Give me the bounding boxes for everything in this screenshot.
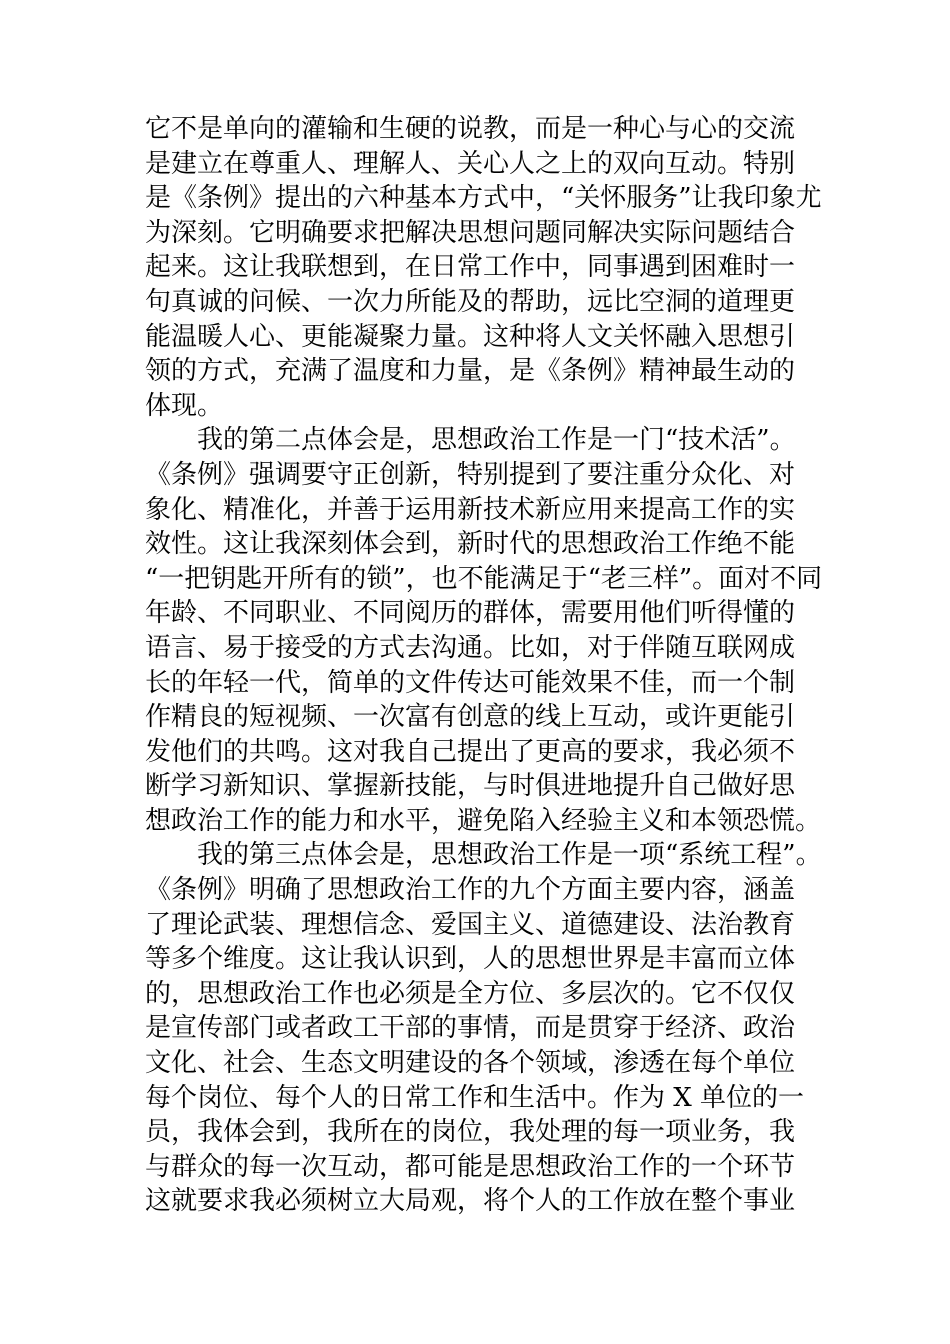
text-line: 语言、易于接受的方式去沟通。比如，对于伴随互联网成 xyxy=(145,632,796,663)
text-line: 《条例》强调要守正创新，特别提到了要注重分众化、对 xyxy=(145,459,796,490)
text-line: 能温暖人心、更能凝聚力量。这种将人文关怀融入思想引 xyxy=(145,321,796,352)
text-line: 体现。 xyxy=(145,390,224,421)
text-line: 是建立在尊重人、理解人、关心人之上的双向互动。特别 xyxy=(145,148,796,179)
text-line: 象化、精准化，并善于运用新技术新应用来提高工作的实 xyxy=(145,494,796,525)
text-line: 长的年轻一代，简单的文件传达可能效果不佳，而一个制 xyxy=(145,667,796,698)
text-line: 了理论武装、理想信念、爱国主义、道德建设、法治教育 xyxy=(145,909,796,940)
paragraph-first-line: 我的第三点体会是，思想政治工作是一项“系统工程”。 xyxy=(197,840,822,871)
text-line: 句真诚的问候、一次力所能及的帮助，远比空洞的道理更 xyxy=(145,286,796,317)
text-line: 起来。这让我联想到，在日常工作中，同事遇到困难时一 xyxy=(145,252,796,283)
text-line: 它不是单向的灌输和生硬的说教，而是一种心与心的交流 xyxy=(145,114,796,144)
text-line: 文化、社会、生态文明建设的各个领域，渗透在每个单位 xyxy=(145,1048,796,1079)
text-line: 是《条例》提出的六种基本方式中，“关怀服务”让我印象尤 xyxy=(145,183,822,214)
text-line: 与群众的每一次互动，都可能是思想政治工作的一个环节 xyxy=(145,1151,796,1182)
text-line: 断学习新知识、掌握新技能，与时俱进地提升自己做好思 xyxy=(145,771,796,802)
text-line: 这就要求我必须树立大局观，将个人的工作放在整个事业 xyxy=(145,1186,796,1217)
text-line: 领的方式，充满了温度和力量，是《条例》精神最生动的 xyxy=(145,356,796,387)
text-line: 的，思想政治工作也必须是全方位、多层次的。它不仅仅 xyxy=(145,978,796,1009)
text-line: 发他们的共鸣。这对我自己提出了更高的要求，我必须不 xyxy=(145,736,796,767)
text-line: 想政治工作的能力和水平，避免陷入经验主义和本领恐慌。 xyxy=(145,805,822,836)
body-text xyxy=(145,112,823,1219)
text-line: 年龄、不同职业、不同阅历的群体，需要用他们听得懂的 xyxy=(145,598,796,629)
text-line: 《条例》明确了思想政治工作的九个方面主要内容，涵盖 xyxy=(145,875,796,906)
paragraph-first-line: 我的第二点体会是，思想政治工作是一门“技术活”。 xyxy=(197,425,796,456)
text-line: 效性。这让我深刻体会到，新时代的思想政治工作绝不能 xyxy=(145,529,796,560)
text-line: 员，我体会到，我所在的岗位，我处理的每一项业务，我 xyxy=(145,1117,796,1148)
text-line: 等多个维度。这让我认识到，人的思想世界是丰富而立体 xyxy=(145,944,796,975)
text-line: 是宣传部门或者政工干部的事情，而是贯穿于经济、政治 xyxy=(145,1013,796,1044)
text-line: 为深刻。它明确要求把解决思想问题同解决实际问题结合 xyxy=(145,217,796,248)
text-line: “一把钥匙开所有的锁”，也不能满足于“老三样”。面对不同 xyxy=(145,563,823,594)
text-line: 每个岗位、每个人的日常工作和生活中。作为 X 单位的一 xyxy=(145,1082,805,1113)
text-line: 作精良的短视频、一次富有创意的线上互动，或许更能引 xyxy=(145,702,796,733)
